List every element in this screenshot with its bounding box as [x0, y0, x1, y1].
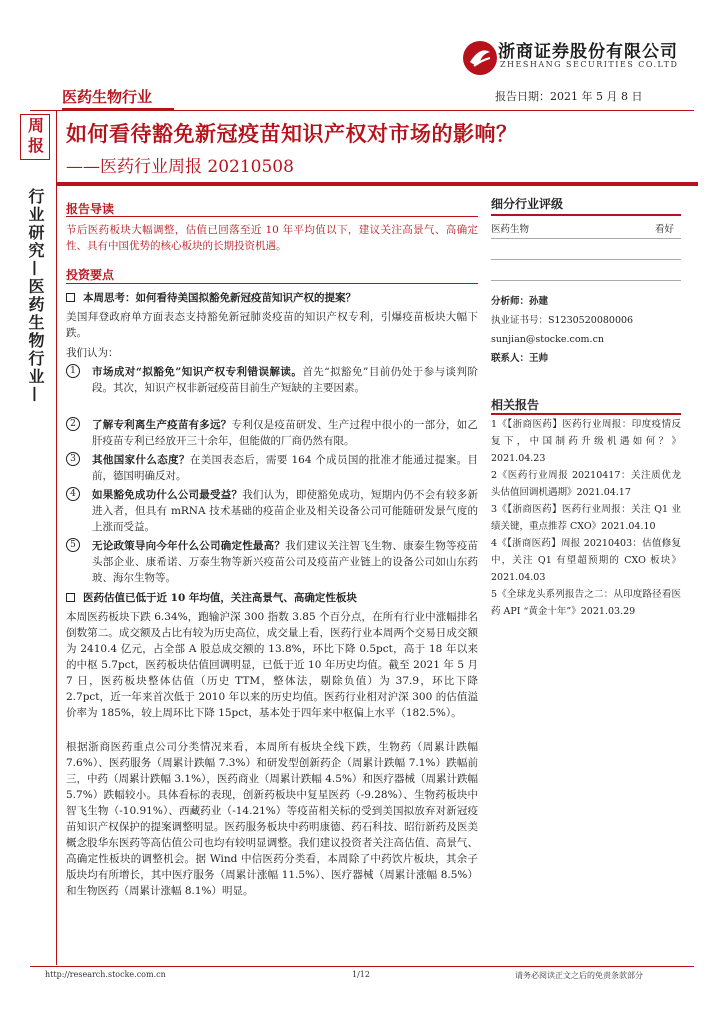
- question-one-intro: 美国拜登政府单方面表态支持豁免新冠肺炎疫苗的知识产权专利，引爆疫苗板块大幅下跌。: [66, 311, 478, 339]
- rating-divider: [491, 214, 681, 216]
- related-report-item[interactable]: 4《【浙商医药】周报 20210403：估值修复中，关注 Q1 有望超预期的 CXO 板块》2021.04.03: [491, 538, 681, 583]
- rating-row-divider: [491, 238, 681, 239]
- page-title: 如何看待豁免新冠疫苗知识产权对市场的影响？: [66, 121, 518, 146]
- company-logo-icon: [460, 38, 500, 78]
- rating-row-divider: [491, 280, 681, 281]
- analyst-email[interactable]: sunjian@stocke.com.cn: [491, 334, 605, 345]
- guide-divider: [66, 216, 478, 217]
- industry-tag: 医药生物行业: [62, 88, 153, 106]
- related-report-item[interactable]: 3《【浙商医药】医药行业周报：关注 Q1 业绩关键，重点推荐 CXO》2021.04.10: [491, 504, 681, 532]
- footer-disclaimer: 请务必阅读正文之后的免责条款部分: [515, 971, 643, 980]
- list-item: 3 其他国家什么态度？在美国表态后，需要 164 个成员国的批准才能通过提案。目前，德国明确反对。: [66, 452, 478, 484]
- company-name-en: ZHESHANG SECURITIES CO.LTD: [500, 60, 679, 69]
- rating-sector: 医药生物: [491, 224, 530, 235]
- question-one-heading: 本周思考：如何看待美国拟豁免新冠疫苗知识产权的提案？: [66, 290, 478, 306]
- valuation-paragraph: 本周医药板块下跌 6.34%，跑输沪深 300 指数 3.85 个百分点，在所有行业中涨幅排名倒数第二。成交额及占比有较为历史高位，成交量上看，医药行业本周两个交易日成交额为 2410.4 亿元，占全部 A 股总成交额的 13.8%，环比下降 0.5pct，高于 18 年以来的中枢 5.7pct，医药板块估值回调明显，已低于近 10 年历史均值。截至 2021 年 5 月 7 日，医药板块整体估值（历史 TTM，整体法，剔除负值）为 37.9，环比下降 2.7pct，近一年来首次低于 2010 年以来的历史均值。医药行业相对沪深 300 的估值溢价率为 185%，较上周环比下降 15pct，基本处于四年来中枢偏上水平（182.5%）。: [66, 611, 478, 719]
- footer-url[interactable]: http://research.stocke.com.cn: [45, 970, 166, 979]
- sidebar-category: 行业研究—医药生物行业—: [26, 188, 45, 404]
- list-item: 5 无论政策导向今年什么公司确定性最高？我们建议关注智飞生物、康泰生物等疫苗头部企业、康希诺、万泰生物等新兴疫苗公司及疫苗产业链上的设备公司如山东药玻、海尔生物等。: [66, 538, 478, 586]
- analyst-license: 执业证书号：S1230520080006: [491, 315, 634, 326]
- circled-number: 4: [66, 487, 80, 501]
- header-divider: [30, 110, 694, 111]
- guide-text: 节后医药板块大幅调整，估值已回落至近 10 年平均值以下，建议关注高景气、高确定性、具有中国优势的核心板块的长期投资机遇。: [66, 224, 478, 252]
- related-report-item[interactable]: 2《医药行业周报 20210417：关注质优龙头估值回调机遇期》2021.04.17: [491, 470, 681, 498]
- circled-number: 5: [66, 538, 80, 552]
- checkbox-bullet-icon: [66, 293, 75, 302]
- points-heading: 投资要点: [66, 268, 115, 282]
- title-divider: [56, 182, 698, 186]
- list-item: 4 如果豁免成功什么公司最受益？我们认为，即使豁免成功，短期内仍不会有较多新进入者，但具有 mRNA 技术基础的疫苗企业及相关设备公司可能随研发景气度的上涨而受益。: [66, 487, 478, 535]
- we-think-label: 我们认为：: [66, 347, 119, 359]
- circled-number: 2: [66, 417, 80, 431]
- related-report-item[interactable]: 5《全球龙头系列报告之二：从印度路径看医药 API “黄金十年”》2021.03.29: [491, 589, 681, 617]
- circled-number: 3: [66, 452, 80, 466]
- page-subtitle: ——医药行业周报 20210508: [66, 157, 294, 177]
- points-divider: [66, 283, 478, 284]
- related-reports-list: [491, 416, 681, 620]
- contact-line: 联系人：王帅: [491, 353, 549, 364]
- list-item: 2 了解专利离生产疫苗有多远？专利仅是疫苗研发、生产过程中很小的一部分，如乙肝疫苗专利已经放开三十余年，但能做的厂商仍然有限。: [66, 417, 478, 449]
- circled-number: 1: [66, 364, 80, 378]
- related-report-item[interactable]: 1《【浙商医药】医药行业周报：印度疫情反复下，中国制药升级机遇如何？》2021.04.23: [491, 419, 681, 464]
- page-number: 1/12: [352, 970, 370, 979]
- checkbox-bullet-icon: [66, 593, 75, 602]
- rating-value: 看好: [655, 224, 675, 235]
- related-reports-heading: 相关报告: [491, 398, 540, 412]
- list-item: 1 市场成对“拟豁免”知识产权专利错误解读。首先“拟豁免”目前仍处于参与谈判阶段。其次，知识产权非新冠疫苗目前生产短缺的主要因素。: [66, 364, 478, 396]
- sector-paragraph: 根据浙商医药重点公司分类情况来看，本周所有板块全线下跌，生物药（周累计跌幅 7.6%）、医药服务（周累计跌幅 7.3%）和研发型创新药企（周累计跌幅 7.1%）跌幅前三，中药（周累计跌幅 3.1%），医药商业（周累计跌幅 4.5%）和医疗器械（周累计跌幅 5.7%）跌幅较小。具体看标的表现，创新药板块中复星医药（-9.28%）、生物药板块中智飞生物（-10.91%）、西藏药业（-14.21%）等疫苗相关标的受到美国拟放弃对新冠疫苗知识产权保护的提案调整明显。医药服务板块中药明康德、药石科技、昭衍新药及医美概念股华东医药等高估值公司也均有较明显调整。我们建议投资者关注高估值、高景气、高确定性板块的调整机会。据 Wind 中信医药分类看，本周除了中药饮片板块，其余子版块均有所增长，其中医疗服务（周累计涨幅 11.5%）、医疗器械（周累计涨幅 8.5%）和生物医药（周累计涨幅 8.1%）明显。: [66, 741, 478, 897]
- report-date: 报告日期：2021 年 5 月 8 日: [495, 90, 643, 103]
- rating-row-divider: [491, 259, 681, 260]
- guide-heading: 报告导读: [66, 202, 115, 216]
- company-name-cn: 浙商证券股份有限公司: [498, 42, 678, 62]
- footer-divider: [30, 966, 694, 967]
- related-reports-divider: [491, 413, 681, 415]
- question-two-heading: 医药估值已低于近 10 年均值，关注高景气、高确定性板块: [66, 590, 478, 606]
- rating-heading: 细分行业评级: [491, 197, 564, 211]
- sidebar-divider: [56, 110, 57, 965]
- sidebar-weekly-tag: 周报: [20, 114, 50, 160]
- analyst-line: 分析师：孙建: [491, 296, 549, 307]
